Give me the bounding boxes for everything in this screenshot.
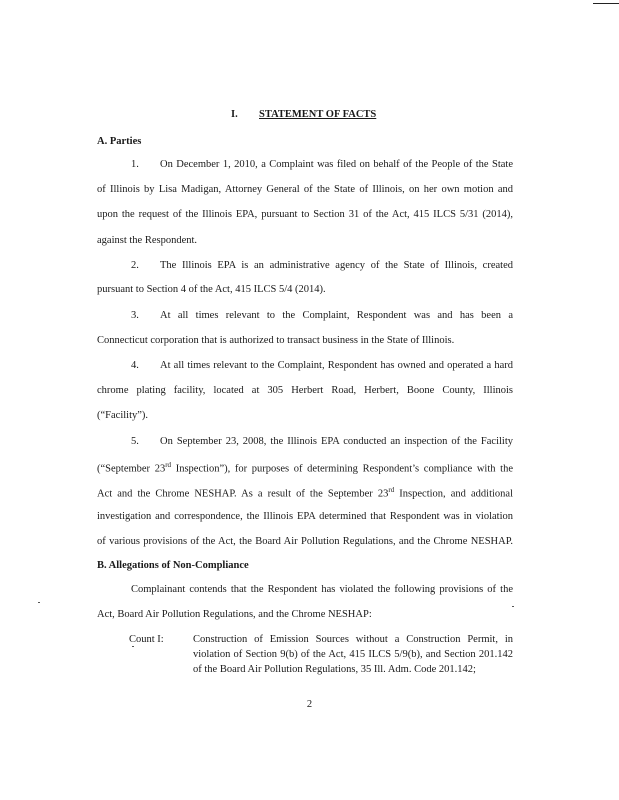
paragraph-line: At all times relevant to the Complaint, Respondent was and has been a [160, 310, 513, 321]
allegations-intro-line: Complainant contends that the Respondent has violated the following provisions of the [131, 584, 513, 595]
paragraph-number: 1. [131, 159, 139, 170]
paragraph-line: Connecticut corporation that is authorized to transact business in the State of Illinois. [97, 335, 455, 346]
paragraph-line: The Illinois EPA is an administrative agency of the State of Illinois, created [160, 260, 513, 271]
paragraph-number: 2. [131, 260, 139, 271]
allegations-intro-line: Act, Board Air Pollution Regulations, and the Chrome NESHAP: [97, 609, 372, 620]
paragraph-line: of Illinois by Lisa Madigan, Attorney General of the State of Illinois, on her own motion and [97, 184, 513, 195]
section-title: STATEMENT OF FACTS [259, 109, 377, 120]
paragraph-line: upon the request of the Illinois EPA, pursuant to Section 31 of the Act, 415 ILCS 5/31 (2014), [97, 209, 513, 220]
paragraph-line: On September 23, 2008, the Illinois EPA conducted an inspection of the Facility [160, 436, 513, 447]
paragraph-line: investigation and correspondence, the Illinois EPA determined that Respondent was in violation [97, 511, 513, 522]
paragraph-line: On December 1, 2010, a Complaint was filed on behalf of the People of the State [160, 159, 513, 170]
paragraph-line: (“Facility”). [97, 410, 149, 421]
section-number: I. [231, 109, 238, 120]
paragraph-number: 3. [131, 310, 139, 321]
paragraph-number: 5. [131, 436, 139, 447]
scan-speck [132, 646, 134, 647]
count-line: of the Board Air Pollution Regulations, 35 Ill. Adm. Code 201.142; [193, 664, 476, 675]
scan-edge-mark [593, 3, 619, 4]
paragraph-line: of various provisions of the Act, the Board Air Pollution Regulations, and the Chrome NESHAP. [97, 536, 513, 547]
paragraph-line: Act and the Chrome NESHAP. As a result of the September 23rd Inspection, and additional [97, 486, 513, 500]
allegations-heading: B. Allegations of Non-Compliance [97, 560, 249, 571]
paragraph-line: chrome plating facility, located at 305 Herbert Road, Herbert, Boone County, Illinois [97, 385, 513, 396]
page-number: 2 [306, 699, 313, 710]
paragraph-line: At all times relevant to the Complaint, Respondent has owned and operated a hard [160, 360, 513, 371]
scan-speck [38, 602, 40, 603]
paragraph-line: against the Respondent. [97, 235, 198, 246]
scan-speck [512, 606, 514, 607]
count-label: Count I: [129, 634, 164, 645]
paragraph-line: (“September 23rd Inspection”), for purposes of determining Respondent’s compliance with the [97, 461, 513, 475]
count-line: Construction of Emission Sources without a Construction Permit, in [193, 634, 513, 645]
count-line: violation of Section 9(b) of the Act, 415 ILCS 5/9(b), and Section 201.142 [193, 649, 513, 660]
paragraph-number: 4. [131, 360, 139, 371]
paragraph-line: pursuant to Section 4 of the Act, 415 ILCS 5/4 (2014). [97, 284, 326, 295]
parties-heading: A. Parties [97, 136, 142, 147]
